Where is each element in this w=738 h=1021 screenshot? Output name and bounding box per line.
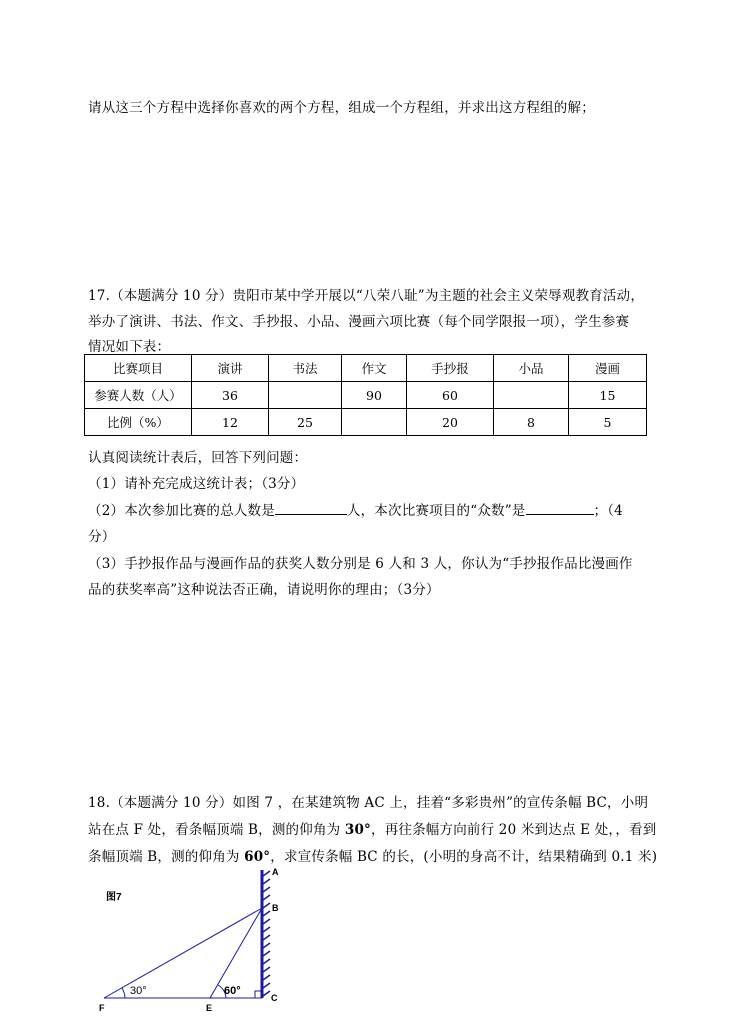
q17-part2-cont: 分）: [88, 529, 116, 545]
q17-part3-line2: 品的获奖率高”这种说法否正确，请说明你的理由；（3分）: [88, 582, 440, 598]
hatch-mark: [263, 943, 270, 948]
point-label-e: E: [206, 1003, 213, 1013]
q17-part2-text-b: 人，本次比赛项目的“众数”是: [346, 503, 526, 519]
angle-f-label: 30°: [130, 985, 147, 997]
table-cell: 15: [569, 382, 647, 409]
hatch-mark: [263, 927, 270, 932]
intro-line: 请从这三个方程中选择你喜欢的两个方程，组成一个方程组，并求出这方程组的解；: [88, 100, 595, 116]
table-cell: 5: [569, 409, 647, 436]
angle-e-label: 60°: [224, 985, 241, 997]
hatch-mark: [263, 935, 270, 940]
q17-part2-text-c: ；（4: [593, 503, 623, 519]
q18-line3-text-b: ，求宣传条幅 BC 的长，(小明的身高不计，结果精确到 0.1 米): [270, 849, 658, 865]
hatch-mark: [263, 911, 270, 916]
table-cell: 20: [407, 409, 494, 436]
hatch-mark: [263, 983, 270, 988]
hatch-mark: [263, 967, 270, 972]
hatch-mark: [263, 959, 270, 964]
table-cell: 36: [192, 382, 269, 409]
hatch-mark: [263, 879, 270, 884]
hatch-mark: [263, 951, 270, 956]
hatch-mark: [263, 887, 270, 892]
table-cell: 8: [494, 409, 569, 436]
hatch-mark: [263, 871, 270, 876]
q17-line1: 17.（本题满分 10 分）贵阳市某中学开展以“八荣八耻”为主题的社会主义荣辱观教育活动，: [88, 288, 645, 304]
hatch-mark: [263, 991, 270, 996]
hatch-mark: [263, 895, 270, 900]
hatch-mark: [263, 903, 270, 908]
table-cell: 漫画: [569, 355, 647, 382]
table-cell: 演讲: [192, 355, 269, 382]
hatch-mark: [263, 975, 270, 980]
table-cell: 25: [269, 409, 342, 436]
q18-line1: 18.（本题满分 10 分）如图 7 ，在某建筑物 AC 上，挂着“多彩贵州”的宣传条幅 BC，小明: [88, 795, 649, 811]
figure-caption: 图7: [106, 892, 122, 903]
table-cell: 小品: [494, 355, 569, 382]
table-cell: 比例（%）: [85, 409, 192, 436]
hatch-mark: [263, 919, 270, 924]
q18-line2-text-a: 站在点 F 处，看条幅顶端 B，测的仰角为: [88, 822, 345, 838]
angle-60-label: 60°: [244, 849, 271, 865]
q17-part3-line1: （3）手抄报作品与漫画作品的获奖人数分别是 6 人和 3 人，你认为“手抄报作品比漫画作: [88, 556, 633, 572]
point-label-c: C: [271, 993, 278, 1003]
building-hatching: [263, 871, 270, 996]
table-cell: 书法: [269, 355, 342, 382]
angle-30-label: 30°: [344, 822, 371, 838]
table-cell: 60: [407, 382, 494, 409]
table-cell: 参赛人数（人）: [85, 382, 192, 409]
q17-after-table: 认真阅读统计表后，回答下列问题：: [88, 450, 308, 466]
table-cell: 手抄报: [407, 355, 494, 382]
q17-part2-text-a: （2）本次参加比赛的总人数是: [88, 503, 275, 519]
point-label-f: F: [99, 1003, 105, 1013]
table-cell: 作文: [342, 355, 407, 382]
point-label-a: A: [272, 867, 279, 877]
q17-line2: 举办了演讲、书法、作文、手抄报、小品、漫画六项比赛（每个同学限报一项），学生参赛: [88, 314, 630, 330]
q17-part1: （1）请补充完成这统计表；（3分）: [88, 476, 305, 492]
table-cell: 12: [192, 409, 269, 436]
point-label-b: B: [272, 903, 279, 913]
table-cell: 90: [342, 382, 407, 409]
q17-line3: 情况如下表：: [88, 339, 171, 355]
q18-line3-text-a: 条幅顶端 B，测的仰角为: [88, 849, 245, 865]
angle-arc-f: [122, 988, 125, 998]
q18-line2-text-b: ，再往条幅方向前行 20 米到达点 E 处，，看到: [371, 822, 657, 838]
table-cell: 比赛项目: [85, 355, 192, 382]
